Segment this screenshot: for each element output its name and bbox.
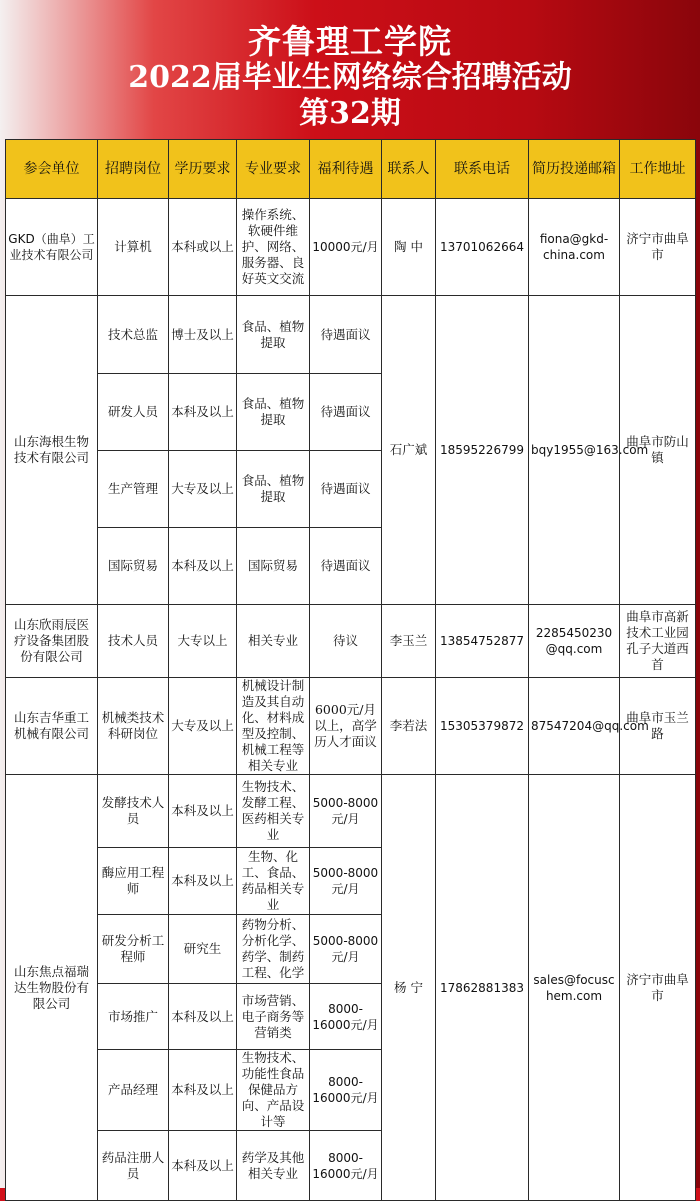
work-address: 济宁市曲阜市 [620, 775, 696, 1201]
job-major: 食品、植物提取 [237, 296, 310, 374]
contact-person: 李玉兰 [382, 605, 436, 678]
job-table [5, 139, 696, 1201]
job-major: 食品、植物提取 [237, 374, 310, 451]
job-education: 大专以上 [169, 605, 237, 678]
issue-number: 第32期 [299, 96, 401, 131]
contact-person: 陶 中 [382, 199, 436, 296]
company-name: 山东欣雨辰医疗设备集团股份有限公司 [6, 605, 98, 678]
job-post: 机械类技术科研岗位 [98, 678, 169, 775]
column-header: 专业要求 [237, 140, 310, 199]
job-post: 研发人员 [98, 374, 169, 451]
resume-email: 2285450230@qq.com [529, 605, 620, 678]
job-education: 本科及以上 [169, 775, 237, 848]
job-major: 药物分析、分析化学、药学、制药工程、化学 [237, 915, 310, 984]
contact-phone: 13854752877 [436, 605, 529, 678]
job-major: 生物、化工、食品、药品相关专业 [237, 848, 310, 915]
job-major: 相关专业 [237, 605, 310, 678]
table-row [6, 296, 696, 374]
job-pay: 10000元/月 [310, 199, 382, 296]
job-major: 国际贸易 [237, 528, 310, 605]
job-education: 博士及以上 [169, 296, 237, 374]
contact-phone: 13701062664 [436, 199, 529, 296]
resume-email: fiona@gkd-china.com [529, 199, 620, 296]
work-address: 曲阜市防山镇 [620, 296, 696, 605]
job-major: 生物技术、功能性食品保健品方向、产品设计等 [237, 1050, 310, 1131]
contact-person: 杨 宁 [382, 775, 436, 1201]
company-name: GKD（曲阜）工业技术有限公司 [6, 199, 98, 296]
job-education: 大专及以上 [169, 451, 237, 528]
job-post: 发酵技术人员 [98, 775, 169, 848]
column-header: 招聘岗位 [98, 140, 169, 199]
job-major: 生物技术、发酵工程、医药相关专业 [237, 775, 310, 848]
job-pay: 待遇面议 [310, 528, 382, 605]
contact-phone: 17862881383 [436, 775, 529, 1201]
job-major: 药学及其他相关专业 [237, 1131, 310, 1201]
column-header: 参会单位 [6, 140, 98, 199]
column-header: 工作地址 [620, 140, 696, 199]
job-post: 市场推广 [98, 984, 169, 1050]
company-name: 山东吉华重工机械有限公司 [6, 678, 98, 775]
job-education: 本科及以上 [169, 1131, 237, 1201]
resume-email: 87547204@qq.com [529, 678, 620, 775]
job-post: 技术人员 [98, 605, 169, 678]
event-title: 2022届毕业生网络综合招聘活动 [128, 60, 572, 95]
job-post: 国际贸易 [98, 528, 169, 605]
poster-header [0, 0, 700, 139]
job-pay: 待议 [310, 605, 382, 678]
job-post: 酶应用工程师 [98, 848, 169, 915]
job-pay: 8000-16000元/月 [310, 1050, 382, 1131]
resume-email: bqy1955@163.com [529, 296, 620, 605]
job-post: 生产管理 [98, 451, 169, 528]
job-post: 产品经理 [98, 1050, 169, 1131]
contact-phone: 15305379872 [436, 678, 529, 775]
company-name: 山东海根生物技术有限公司 [6, 296, 98, 605]
work-address: 曲阜市玉兰路 [620, 678, 696, 775]
job-post: 计算机 [98, 199, 169, 296]
job-pay: 待遇面议 [310, 296, 382, 374]
table-row [6, 678, 696, 775]
job-pay: 5000-8000元/月 [310, 915, 382, 984]
table-row [6, 605, 696, 678]
job-education: 本科及以上 [169, 1050, 237, 1131]
job-education: 本科或以上 [169, 199, 237, 296]
school-name: 齐鲁理工学院 [248, 22, 452, 61]
column-header: 福利待遇 [310, 140, 382, 199]
work-address: 济宁市曲阜市 [620, 199, 696, 296]
work-address: 曲阜市高新技术工业园孔子大道西首 [620, 605, 696, 678]
column-header: 联系人 [382, 140, 436, 199]
job-major: 食品、植物提取 [237, 451, 310, 528]
table-header-row [6, 140, 696, 199]
column-header: 学历要求 [169, 140, 237, 199]
job-pay: 5000-8000元/月 [310, 848, 382, 915]
job-post: 技术总监 [98, 296, 169, 374]
job-pay: 待遇面议 [310, 451, 382, 528]
job-pay: 6000元/月以上，高学历人才面议 [310, 678, 382, 775]
job-education: 本科及以上 [169, 528, 237, 605]
contact-phone: 18595226799 [436, 296, 529, 605]
company-name: 山东焦点福瑞达生物股份有限公司 [6, 775, 98, 1201]
job-pay: 待遇面议 [310, 374, 382, 451]
table-row [6, 199, 696, 296]
job-education: 本科及以上 [169, 984, 237, 1050]
contact-person: 石广斌 [382, 296, 436, 605]
job-education: 大专及以上 [169, 678, 237, 775]
job-major: 操作系统、软硬件维护、网络、服务器、良好英文交流 [237, 199, 310, 296]
job-education: 研究生 [169, 915, 237, 984]
job-pay: 5000-8000元/月 [310, 775, 382, 848]
column-header: 简历投递邮箱 [529, 140, 620, 199]
contact-person: 李若法 [382, 678, 436, 775]
job-pay: 8000-16000元/月 [310, 984, 382, 1050]
table-row [6, 775, 696, 848]
job-education: 本科及以上 [169, 374, 237, 451]
job-post: 药品注册人员 [98, 1131, 169, 1201]
job-pay: 8000-16000元/月 [310, 1131, 382, 1201]
job-major: 市场营销、电子商务等营销类 [237, 984, 310, 1050]
resume-email: sales@focuschem.com [529, 775, 620, 1201]
job-post: 研发分析工程师 [98, 915, 169, 984]
job-education: 本科及以上 [169, 848, 237, 915]
column-header: 联系电话 [436, 140, 529, 199]
job-major: 机械设计制造及其自动化、材料成型及控制、机械工程等相关专业 [237, 678, 310, 775]
